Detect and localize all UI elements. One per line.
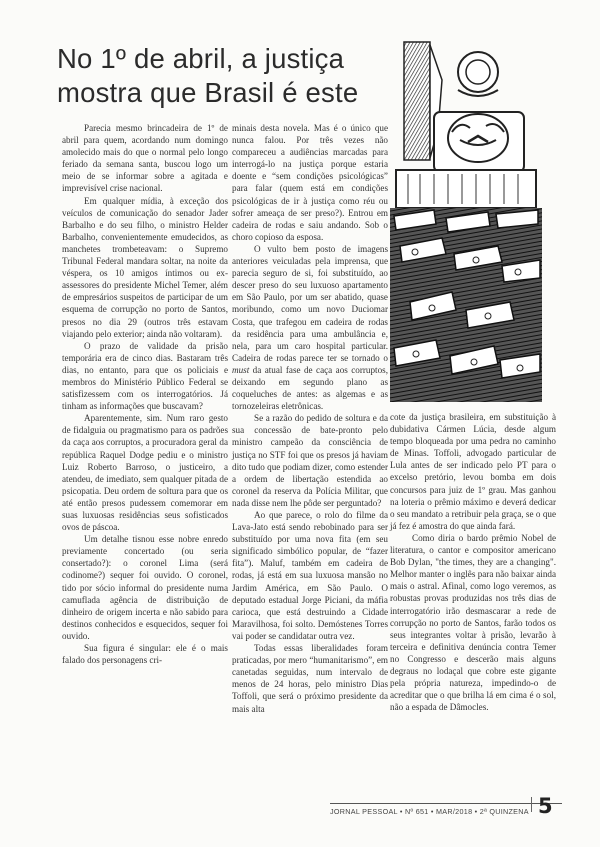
paragraph: Aparentemente, sim. Num raro gesto de fidalguia ou pragmatismo para os padrões da caça aos corruptos, a procuradora geral da república Raquel Dodge pediu e o ministro Luiz Roberto Barroso, o justiceiro, a atendeu, de imediato, sem qualquer pitada de psicopatia. Deu ordem de soltura para que os até então presos pudessem comemorar em suas luxuosas residências seus sofisticados ovos de páscoa. [62, 413, 228, 533]
page-number: 5 [538, 794, 553, 818]
article-column-3 [390, 411, 556, 713]
page-footer: JORNAL PESSOAL • Nº 651 • MAR/2018 • 2ª QUINZENA [330, 803, 562, 816]
paragraph: Um detalhe tisnou esse nobre enredo previamente concertado (ou seria consertado?): o coronel Lima (será codinome?) sequer foi ouvido. O coronel, tido por sócio informal do presidente numa camuflada agência de distribuição de dinheiro de origem incerta e não sabido para destinos conhecidos e esquecidos, sequer foi ouvido. [62, 534, 228, 641]
title-line-2: mostra que Brasil é este [57, 77, 359, 108]
paragraph: cote da justiça brasileira, em substituição à dubidativa Cármen Lúcia, desde algum tempo bloqueada por uma pedra no caminho de Minas. Toffoli, advogado particular de Lula antes de ser indicado pelo PT para o excelso pretório, levou bomba em dois concursos para juiz de 1º grau. Mas ganhou na loteria o prêmio máximo e deverá dedicar o seu mandato a retribuir pela graça, se o que já fez é amostra do que ainda fará. [390, 412, 556, 531]
paragraph: Sua figura é singular: ele é o mais falado dos personagens cri- [62, 643, 228, 666]
title-line-1: No 1º de abril, a justiça [57, 43, 345, 74]
article-column-1 [62, 122, 228, 666]
footer-divider [531, 797, 532, 812]
article-column-2 [232, 122, 388, 715]
paragraph: Em qualquer mídia, à exceção dos veículos de comunicação do senador Jader Barbalho e do seu filho, o ministro Helder Barbalho, convenientemente emudecidos, as manchetes trombeteavam: o Supremo Tribunal Federal mandara soltar, na noite da véspera, os 10 amigos íntimos ou ex-assessores do presidente Michel Temer, além de empresários suspeitos de participar de um esquema de corrupção no porto de Santos, presos no dia 29 (outros três estavam viajando pelo exterior; ainda não voltaram). [62, 195, 228, 339]
paragraph: O vulto bem posto de imagens anteriores veiculadas pela imprensa, que parecia seguro de si, foi substituído, ao descer preso do seu luxuoso apartamento em São Paulo, por um ser abatido, quase moribundo, como um novo Duciomar Costa, que trafegou em cadeira de rodas da residência para uma ambulância e, nela, para um caro hospital particular. Cadeira de rodas parece ter se tornado o must da atual fase de caça aos corruptos, deixando em segundo plano as coqueluches de antes: as algemas e as tornozeleiras eletrônicas. [232, 243, 388, 412]
paragraph: minais desta novela. Mas é o único que nunca falou. Por três vezes não compareceu a audiências marcadas para interrogá-lo na justiça porque estaria doente e “sem condições psicológicas” para falar (quem está em condições psicológicas de ir à justiça como réu ou sofrer ameaça de ser preso?). Entrou em cadeira de rodas e saiu andando. Sob o choro copioso da esposa. [232, 123, 388, 242]
paragraph: Todas essas liberalidades foram praticadas, por mero “humanitarismo”, em canetadas seguidas, num intervalo de menos de 24 horas, pelo ministro Dias Toffoli, que será o próximo presidente da mais alta [232, 643, 388, 714]
cartoon-judge-with-money-icon [390, 40, 542, 402]
paragraph: O prazo de validade da prisão temporária era de cinco dias. Bastaram três dias, no entanto, para que os policiais e membros do Ministério Público Federal se satisfizessem com os interrogatórios. Já tinham as informações que buscavam? [62, 340, 228, 412]
paragraph: Se a razão do pedido de soltura e da sua concessão de bate-pronto pelo ministro campeão da consciência de justiça no STF foi que os presos já haviam dito tudo que podiam dizer, como estender a ordem de libertação estendida ao coronel da reserva da Polícia Militar, que nada disse nem lhe pôde ser perguntado? [232, 413, 388, 508]
paragraph: Ao que parece, o rolo do filme da Lava-Jato está sendo rebobinado para ser substituído por uma nova fita (em seu significado simbólico popular, de “fazer fita”). Maluf, também em cadeira de rodas, já está em sua luxuosa mansão no Jardim América, em São Paulo. O deputado estadual Jorge Piciani, da máfia carioca, que está destruindo a Cidade Maravilhosa, foi solto. Demóstenes Torres vai poder se candidatar outra vez. [232, 510, 388, 641]
paragraph: Como diria o bardo prêmio Nobel de literatura, o cantor e compositor americano Bob Dylan, "the times, they are a changing". Melhor manter o inglês para não baixar ainda mais o astral. Afinal, como logo veremos, as robustas provas produzidas nos três dias de interrogatório irão desmascarar a rede de corrupção no porto de Santos, farão todos os seus integrantes voltar à prisão, levarão à terceira e definitiva denúncia contra Temer no Congresso e descerão mais alguns degraus no lodaçal que cobre este gigante pela própria natureza, impedindo-o de acreditar que o que brilha lá em cima é o sol, não a espada de Dâmocles. [390, 532, 556, 713]
article-title [57, 42, 387, 110]
paragraph: Parecia mesmo brincadeira de 1º de abril para quem, acordando num domingo amolecido mais do que o normal pelo longo feriado da semana santa, buscou logo um meio de se informar sobre a agitada e imprevisível crise nacional. [62, 123, 228, 194]
emphasis: must [232, 364, 250, 375]
